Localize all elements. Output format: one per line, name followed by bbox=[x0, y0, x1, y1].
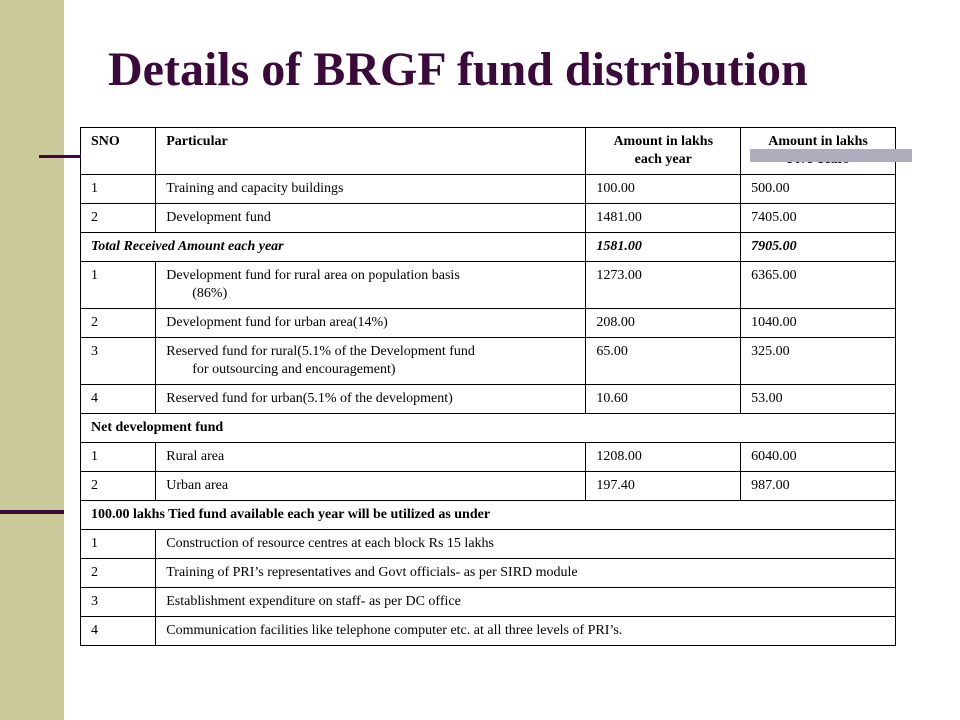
cell-each-year: 100.00 bbox=[586, 175, 741, 204]
header-amount-five-years-line1: Amount in lakhs bbox=[768, 134, 868, 149]
net-development-heading-row bbox=[81, 414, 896, 443]
cell-each-year: 65.00 bbox=[586, 338, 741, 385]
total-received-row bbox=[81, 233, 896, 262]
table-row bbox=[81, 472, 896, 501]
cell-particular: Development fund for urban area(14%) bbox=[156, 309, 586, 338]
cell-sno: 4 bbox=[81, 385, 156, 414]
table-row bbox=[81, 530, 896, 559]
cell-particular: Development fund bbox=[156, 204, 586, 233]
cell-particular: Training and capacity buildings bbox=[156, 175, 586, 204]
side-decorative-band bbox=[0, 0, 64, 720]
cell-five-years: 325.00 bbox=[741, 338, 896, 385]
cell-sno: 3 bbox=[81, 588, 156, 617]
table-row bbox=[81, 559, 896, 588]
cell-five-years: 500.00 bbox=[741, 175, 896, 204]
table-row bbox=[81, 385, 896, 414]
cell-sno: 2 bbox=[81, 559, 156, 588]
cell-particular: Training of PRI’s representatives and Govt officials- as per SIRD module bbox=[156, 559, 896, 588]
cell-particular bbox=[156, 338, 586, 385]
table-row bbox=[81, 262, 896, 309]
cell-particular: Communication facilities like telephone computer etc. at all three levels of PRI’s. bbox=[156, 617, 896, 646]
cell-each-year: 1481.00 bbox=[586, 204, 741, 233]
header-sno: SNO bbox=[81, 128, 156, 175]
total-received-label: Total Received Amount each year bbox=[81, 233, 586, 262]
table-row bbox=[81, 175, 896, 204]
header-accent-rule-left bbox=[39, 155, 81, 158]
cell-particular-line1: Reserved fund for rural(5.1% of the Development fund bbox=[166, 344, 475, 359]
cell-five-years: 53.00 bbox=[741, 385, 896, 414]
cell-particular-line1: Development fund for rural area on population basis bbox=[166, 268, 460, 283]
cell-sno: 1 bbox=[81, 262, 156, 309]
cell-sno: 1 bbox=[81, 175, 156, 204]
total-each-year: 1581.00 bbox=[586, 233, 741, 262]
cell-five-years: 7405.00 bbox=[741, 204, 896, 233]
cell-particular bbox=[156, 262, 586, 309]
cell-particular: Rural area bbox=[156, 443, 586, 472]
cell-particular: Urban area bbox=[156, 472, 586, 501]
cell-five-years: 1040.00 bbox=[741, 309, 896, 338]
cell-five-years: 6040.00 bbox=[741, 443, 896, 472]
cell-particular: Construction of resource centres at each block Rs 15 lakhs bbox=[156, 530, 896, 559]
cell-particular-line2: (86%) bbox=[192, 286, 228, 301]
cell-each-year: 1208.00 bbox=[586, 443, 741, 472]
total-five-years: 7905.00 bbox=[741, 233, 896, 262]
table-row bbox=[81, 443, 896, 472]
table-row bbox=[81, 617, 896, 646]
cell-particular-line2: for outsourcing and encouragement) bbox=[192, 362, 396, 377]
cell-particular: Establishment expenditure on staff- as per DC office bbox=[156, 588, 896, 617]
slide-title: Details of BRGF fund distribution bbox=[108, 43, 808, 96]
cell-sno: 4 bbox=[81, 617, 156, 646]
table-row bbox=[81, 204, 896, 233]
cell-each-year: 208.00 bbox=[586, 309, 741, 338]
net-development-heading: Net development fund bbox=[81, 414, 896, 443]
header-amount-each-year bbox=[586, 128, 741, 175]
header-particular: Particular bbox=[156, 128, 586, 175]
table-row bbox=[81, 309, 896, 338]
header-amount-each-year-line1: Amount in lakhs bbox=[613, 134, 714, 149]
cell-each-year: 1273.00 bbox=[586, 262, 741, 309]
brgf-fund-table bbox=[80, 127, 896, 646]
header-amount-each-year-line2: each year bbox=[634, 152, 692, 167]
side-accent-rule bbox=[0, 510, 64, 514]
cell-sno: 2 bbox=[81, 472, 156, 501]
cell-five-years: 6365.00 bbox=[741, 262, 896, 309]
cell-each-year: 197.40 bbox=[586, 472, 741, 501]
table-row bbox=[81, 338, 896, 385]
tied-fund-heading: 100.00 lakhs Tied fund available each year will be utilized as under bbox=[81, 501, 896, 530]
cell-particular: Reserved fund for urban(5.1% of the development) bbox=[156, 385, 586, 414]
cell-sno: 2 bbox=[81, 204, 156, 233]
cell-sno: 3 bbox=[81, 338, 156, 385]
table-row bbox=[81, 588, 896, 617]
tied-fund-heading-row bbox=[81, 501, 896, 530]
cell-each-year: 10.60 bbox=[586, 385, 741, 414]
cell-five-years: 987.00 bbox=[741, 472, 896, 501]
cell-sno: 1 bbox=[81, 530, 156, 559]
cell-sno: 2 bbox=[81, 309, 156, 338]
header-accent-rule-right bbox=[750, 149, 912, 162]
cell-sno: 1 bbox=[81, 443, 156, 472]
